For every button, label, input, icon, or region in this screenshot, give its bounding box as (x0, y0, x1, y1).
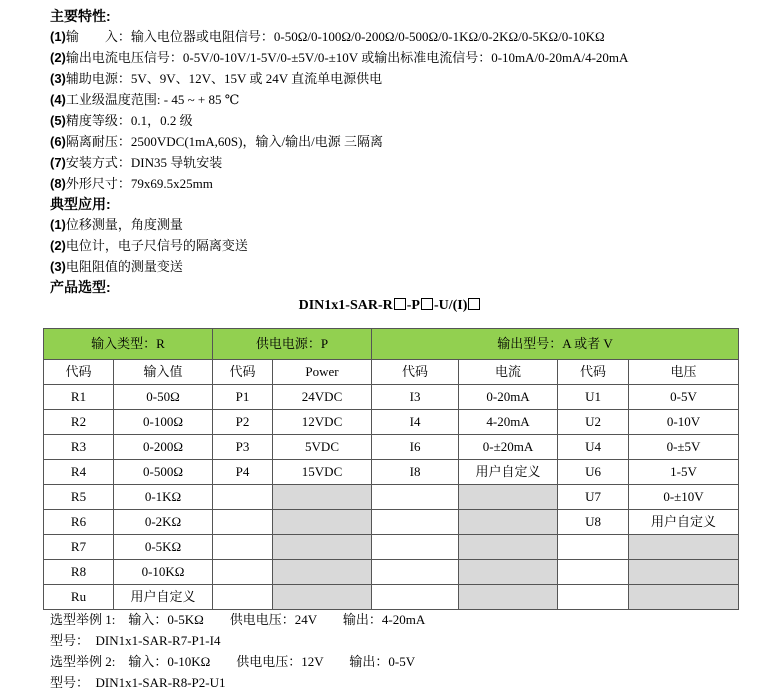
example-1-model: 型号： DIN1x1-SAR-R7-P1-I4 (50, 633, 221, 648)
application-text: 电阻阻值的测量变送 (65, 259, 183, 274)
feature-num: (8) (50, 176, 66, 191)
column-header: 电流 (459, 360, 558, 385)
feature-text: 精度等级：0.1，0.2 级 (65, 113, 193, 128)
table-cell: 0-5V (629, 385, 739, 410)
applications-heading: 典型应用: (50, 196, 111, 212)
table-cell: R7 (44, 535, 114, 560)
application-num: (3) (50, 259, 66, 274)
table-cell: R1 (44, 385, 114, 410)
table-group-header (44, 329, 739, 360)
table-cell-empty (459, 485, 558, 510)
table-cell: U1 (558, 385, 629, 410)
group-output-type: 输出型号：A 或者 V (372, 329, 739, 360)
feature-text: 辅助电源：5V、9V、12V、15V 或 24V 直流单电源供电 (65, 71, 383, 86)
table-cell: P2 (213, 410, 273, 435)
table-cell: R2 (44, 410, 114, 435)
feature-num: (7) (50, 155, 66, 170)
feature-item-1 (50, 29, 605, 45)
table-cell: U7 (558, 485, 629, 510)
table-row (44, 535, 739, 560)
table-cell: U2 (558, 410, 629, 435)
feature-text: 隔离耐压：2500VDC(1mA,60S)，输入/输出/电源 三隔离 (65, 134, 383, 149)
model-part: -U/(I) (433, 298, 468, 313)
table-cell-empty (213, 510, 273, 535)
table-row (44, 485, 739, 510)
table-cell-empty (459, 510, 558, 535)
table-cell-empty (372, 560, 459, 585)
table-cell-empty (273, 510, 372, 535)
table-cell: 0-1KΩ (114, 485, 213, 510)
column-header: 代码 (213, 360, 273, 385)
application-item-3 (50, 259, 183, 275)
model-part: -P (406, 298, 420, 313)
column-header: 代码 (44, 360, 114, 385)
application-text: 位移测量，角度测量 (65, 217, 183, 232)
table-cell: 0-±20mA (459, 435, 558, 460)
table-cell: 0-500Ω (114, 460, 213, 485)
feature-item-2 (50, 50, 628, 66)
table-cell-empty (273, 560, 372, 585)
table-cell: 用户自定义 (459, 460, 558, 485)
application-item-2 (50, 238, 248, 254)
example-2: 选型举例 2: 输入：0-10KΩ 供电电压：12V 输出：0-5V (50, 654, 416, 669)
feature-num: (4) (50, 92, 66, 107)
table-cell-empty (459, 585, 558, 610)
feature-item-8 (50, 176, 213, 192)
application-num: (2) (50, 238, 66, 253)
feature-text: 工业级温度范围: - 45 ~ + 85 ℃ (65, 92, 240, 107)
table-cell: I3 (372, 385, 459, 410)
table-cell-empty (273, 485, 372, 510)
table-cell: 24VDC (273, 385, 372, 410)
table-row (44, 460, 739, 485)
table-cell: R5 (44, 485, 114, 510)
example-2-model: 型号： DIN1x1-SAR-R8-P2-U1 (50, 675, 226, 690)
table-cell: 0-20mA (459, 385, 558, 410)
table-cell: Ru (44, 585, 114, 610)
table-cell: 1-5V (629, 460, 739, 485)
table-cell: R6 (44, 510, 114, 535)
table-row (44, 410, 739, 435)
column-header: 代码 (558, 360, 629, 385)
feature-text: 输出电流电压信号：0-5V/0-10V/1-5V/0-±5V/0-±10V 或输出标准电流信号：0-10mA/0-20mA/4-20mA (65, 50, 629, 65)
table-row (44, 385, 739, 410)
feature-item-3 (50, 71, 382, 87)
table-cell: 0-100Ω (114, 410, 213, 435)
application-text: 电位计，电子尺信号的隔离变送 (65, 238, 248, 253)
table-cell: 0-10KΩ (114, 560, 213, 585)
feature-num: (2) (50, 50, 66, 65)
table-cell-empty (372, 510, 459, 535)
feature-item-6 (50, 134, 383, 150)
table-cell: 0-2KΩ (114, 510, 213, 535)
features-heading: 主要特性: (50, 8, 111, 24)
feature-num: (6) (50, 134, 66, 149)
table-cell: P4 (213, 460, 273, 485)
application-num: (1) (50, 217, 66, 232)
table-row (44, 435, 739, 460)
selection-table (43, 328, 739, 610)
feature-num: (3) (50, 71, 66, 86)
table-cell: 0-10V (629, 410, 739, 435)
table-cell: I6 (372, 435, 459, 460)
table-cell: P1 (213, 385, 273, 410)
table-cell-empty (372, 535, 459, 560)
table-cell: 0-±10V (629, 485, 739, 510)
checkbox-placeholder-icon (468, 298, 480, 310)
example-1: 选型举例 1: 输入：0-5KΩ 供电电压：24V 输出：4-20mA (50, 612, 426, 627)
feature-text: 安装方式：DIN35 导轨安装 (65, 155, 223, 170)
table-cell: 0-±5V (629, 435, 739, 460)
table-cell-empty (459, 535, 558, 560)
checkbox-placeholder-icon (421, 298, 433, 310)
column-header: Power (273, 360, 372, 385)
table-cell-empty (629, 585, 739, 610)
table-cell: U8 (558, 510, 629, 535)
column-header: 代码 (372, 360, 459, 385)
table-cell: R8 (44, 560, 114, 585)
table-cell: 15VDC (273, 460, 372, 485)
group-input-type: 输入类型：R (44, 329, 213, 360)
table-cell: 4-20mA (459, 410, 558, 435)
table-cell: I4 (372, 410, 459, 435)
table-cell: 用户自定义 (114, 585, 213, 610)
feature-item-4 (50, 92, 239, 108)
feature-num: (5) (50, 113, 66, 128)
table-row (44, 510, 739, 535)
table-cell: 用户自定义 (629, 510, 739, 535)
table-cell-empty (558, 560, 629, 585)
table-cell: 12VDC (273, 410, 372, 435)
model-part: DIN1x1-SAR-R (298, 298, 393, 313)
table-cell: R3 (44, 435, 114, 460)
application-item-1 (50, 217, 183, 233)
table-cell: I8 (372, 460, 459, 485)
table-cell-empty (213, 560, 273, 585)
table-cell: 0-50Ω (114, 385, 213, 410)
table-cell-empty (459, 560, 558, 585)
table-cell: P3 (213, 435, 273, 460)
table-cell: 0-5KΩ (114, 535, 213, 560)
column-header: 输入值 (114, 360, 213, 385)
table-row (44, 585, 739, 610)
table-cell-empty (629, 535, 739, 560)
table-cell: U4 (558, 435, 629, 460)
group-power-supply: 供电电源：P (213, 329, 372, 360)
table-cell: 5VDC (273, 435, 372, 460)
table-cell: U6 (558, 460, 629, 485)
table-cell-empty (213, 485, 273, 510)
feature-item-7 (50, 155, 222, 171)
table-row (44, 560, 739, 585)
selection-heading: 产品选型: (50, 279, 111, 295)
table-cell-empty (372, 585, 459, 610)
table-cell-empty (273, 585, 372, 610)
table-cell: R4 (44, 460, 114, 485)
table-cell-empty (558, 535, 629, 560)
table-cell-empty (629, 560, 739, 585)
feature-text: 输 入：输入电位器或电阻信号：0-50Ω/0-100Ω/0-200Ω/0-500Ω/0-1KΩ/0-2KΩ/0-5KΩ/0-10KΩ (65, 29, 605, 44)
model-code (0, 297, 780, 315)
table-cell-empty (213, 585, 273, 610)
table-cell-empty (558, 585, 629, 610)
table-cell-empty (273, 535, 372, 560)
feature-item-5 (50, 113, 193, 129)
table-cell: 0-200Ω (114, 435, 213, 460)
table-cell-empty (372, 485, 459, 510)
feature-num: (1) (50, 29, 66, 44)
column-header: 电压 (629, 360, 739, 385)
table-column-header (44, 360, 739, 385)
table-cell-empty (213, 535, 273, 560)
checkbox-placeholder-icon (394, 298, 406, 310)
feature-text: 外形尺寸：79x69.5x25mm (65, 176, 213, 191)
